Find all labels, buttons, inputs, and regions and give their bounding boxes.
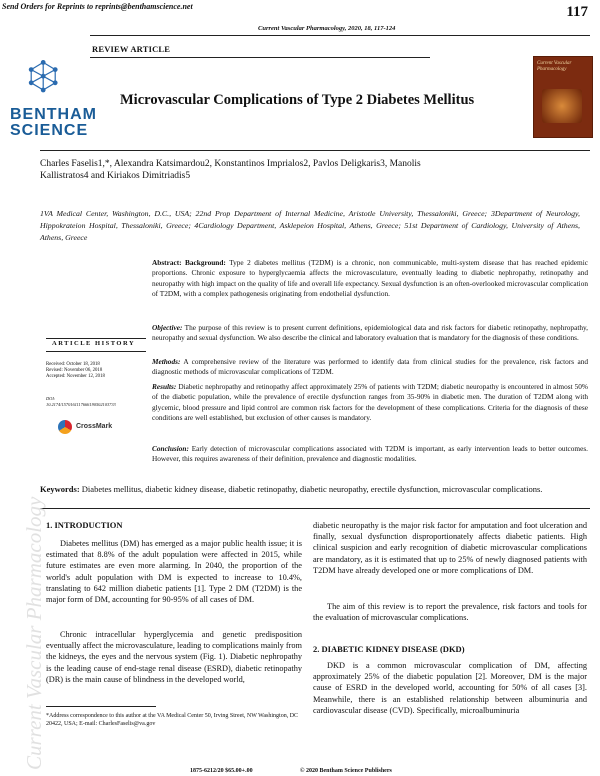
- article-title: Microvascular Complications of Type 2 Diabetes Mellitus: [120, 92, 475, 108]
- abstract-conclusion: [152, 444, 588, 465]
- background-label: Abstract: Background:: [152, 258, 226, 267]
- author-list: [40, 158, 540, 182]
- results-text: Diabetic nephropathy and retinopathy affect approximately 25% of patients with T2DM; diabetic neuropathy is encountered in almost 50% of the diabetic population, while the prevalence of erectile dysfunction ranges from 35-90% in diabetic men. The duration of T2DM along with glycemic, blood pressure and lipid control are common risk factors for the development of these complications. Criteria for the diagnosis of these conditions are well established, but exclusion of other causes is mandatory.: [152, 382, 588, 423]
- revised-date: Revised: November 06, 2018: [46, 368, 103, 373]
- footer-copyright: © 2020 Bentham Science Publishers: [300, 768, 392, 774]
- affiliations: 1VA Medical Center, Washington, D.C., USA; 22nd Prop Department of Internal Medicine, Aristotle University, Thessaloniki, Greece; 3Department of Neurology, Hippokrateion Hospital, Thessaloniki, Greece; 4Cardiology Department, Asklepeion Hospital, Athens, Greece; 51st Department of Cardiology, University of Athens, Athens, Greece: [40, 209, 580, 242]
- abstract-background: [152, 258, 588, 300]
- abstract-objective: [152, 323, 588, 344]
- correspondence-footnote: *Address correspondence to this author at the VA Medical Center 50, Irving Street, NW Washington, DC 20422, USA; E-mail: CharlesFaselis@va.gov: [46, 713, 299, 727]
- footer-issn: 1875-6212/20 $65.00+.00: [190, 768, 253, 774]
- article-type-rule: [90, 57, 430, 58]
- article-history-label: ARTICLE HISTORY: [52, 340, 136, 347]
- intro-paragraph-2: Chronic intracellular hyperglycemia and genetic predisposition eventually affect the microvasculature, leading to complications mainly from the kidneys, the eyes and the nervous system (Fig. 1). Diabetic nephropathy is the leading cause of end-stage renal disease (ESRD), diabetic retinopathy (DR) is the main cause of blindness in the developed world,: [46, 630, 302, 684]
- objective-label: Objective:: [152, 323, 183, 332]
- header-rule: [90, 35, 590, 36]
- cover-title: Current Vascular Pharmacology: [537, 61, 572, 72]
- title-rule: [40, 150, 590, 151]
- footnote-rule: [46, 706, 156, 707]
- reprints-line: Send Orders for Reprints to reprints@benthamscience.net: [2, 2, 193, 11]
- bentham-logo-icon: [16, 60, 80, 108]
- page-number: 117: [566, 4, 588, 20]
- crossmark-label[interactable]: CrossMark: [76, 423, 113, 430]
- keywords: [40, 484, 588, 495]
- journal-citation: Current Vascular Pharmacology, 2020, 18, 117-124: [258, 25, 396, 32]
- methods-text: A comprehensive review of the literature was performed to identify data from clinical studies for the prevalence, risk factors and diagnostic methods of microvascular complications of T2DM.: [152, 357, 588, 377]
- crossmark-icon[interactable]: [58, 420, 72, 434]
- right-paragraph-1: diabetic neuropathy is the major risk factor for amputation and foot ulceration and finally, sexual dysfunction disproportionately affects diabetic patients. High clinical suspicion and early recognition of diabetic microvascular complications are mandatory, as it is estimated that up to 25% of newly diagnosed patients with T2DM have already developed one or more complications of DM.: [313, 521, 587, 575]
- watermark-text: Current Vascular Pharmacology: [22, 496, 46, 770]
- keywords-text: Diabetes mellitus, diabetic kidney disease, diabetic retinopathy, diabetic neuropathy, erectile dysfunction, microvascular complications.: [81, 484, 543, 494]
- cover-image: [542, 89, 582, 123]
- keywords-rule: [40, 508, 590, 509]
- right-paragraph-2: The aim of this review is to report the prevalence, risk factors and tools for the evaluation of microvascular complications.: [313, 602, 587, 623]
- doi-label: DOI:: [46, 396, 56, 401]
- abstract-results: [152, 382, 588, 424]
- intro-paragraph-1: Diabetes mellitus (DM) has emerged as a major public health issue; it is estimated that 8.8% of the adult population were affected in 2015, while future estimates are even more alarming. In 2040, the proportion of the world's adult population with DM is expected to increase to 10.4%, translating to 642 million diabetic patients [1]. Type 2 DM (T2DM) is the major form of DM, accounting for 90-95% of all cases of DM.: [46, 539, 302, 605]
- authors-line-1: Charles Faselis1,*, Alexandra Katsimardou2, Konstantinos Imprialos2, Pavlos Deligkaris3, Manolis: [40, 159, 421, 169]
- authors-line-2: Kallistratos4 and Kiriakos Dimitriadis5: [40, 171, 191, 181]
- accepted-date: Accepted: November 12, 2018: [46, 374, 105, 379]
- objective-text: The purpose of this review is to present current definitions, epidemiological data and risk factors for diabetic retinopathy, nephropathy, neuropathy and sexual dysfunction. We also describe the clinical and laboratory evaluation that is mandatory for the diagnosis of these conditions.: [152, 323, 588, 343]
- methods-label: Methods:: [152, 357, 181, 366]
- section-heading-introduction: 1. INTRODUCTION: [46, 520, 123, 530]
- doi-value[interactable]: 10.2174/1570161117666190502103733: [46, 402, 116, 407]
- history-rule-top: [46, 338, 146, 339]
- journal-watermark: [0, 330, 46, 770]
- conclusion-text: Early detection of microvascular complications associated with T2DM is important, as early intervention leads to better outcomes. However, this requires awareness of their definition, prevalence and diagnostic modalities.: [152, 444, 588, 464]
- received-date: Received: October 18, 2018: [46, 362, 100, 367]
- brand-line-1: BENTHAM: [10, 106, 97, 123]
- results-label: Results:: [152, 382, 177, 391]
- article-history-dates: [46, 362, 105, 380]
- history-rule-bottom: [46, 351, 146, 352]
- abstract-methods: [152, 357, 588, 378]
- dkd-paragraph-1: DKD is a common microvascular complication of DM, affecting approximately 25% of the diabetic population [2]. Moreover, DM is the major cause of ESRD in the developed world, accounting for 50% of all cases [3]. Meanwhile, there is an established relationship between albuminuria and cardiovascular disease (CVD). Specifically, microalbuminuria: [313, 661, 587, 715]
- journal-cover-thumbnail: [533, 56, 593, 138]
- doi-block: [46, 396, 156, 408]
- keywords-label: Keywords:: [40, 484, 80, 494]
- conclusion-label: Conclusion:: [152, 444, 189, 453]
- article-type: REVIEW ARTICLE: [92, 44, 171, 54]
- brand-line-2: SCIENCE: [10, 122, 89, 139]
- section-heading-dkd: 2. DIABETIC KIDNEY DISEASE (DKD): [313, 644, 465, 654]
- background-text: Type 2 diabetes mellitus (T2DM) is a chronic, non communicable, multi-system disease that has reached epidemic proportions. Chronic exposure to hyperglycaemia affects the microvasculature, eventually leading to diabetic nephropathy, retinopathy and neuropathy with high impact on the quality of life and overall life expectancy. Sexual dysfunction is an often-overlooked microvascular complication of T2DM, with a complex pathogenesis originating from endothelial dysfunction.: [152, 258, 588, 299]
